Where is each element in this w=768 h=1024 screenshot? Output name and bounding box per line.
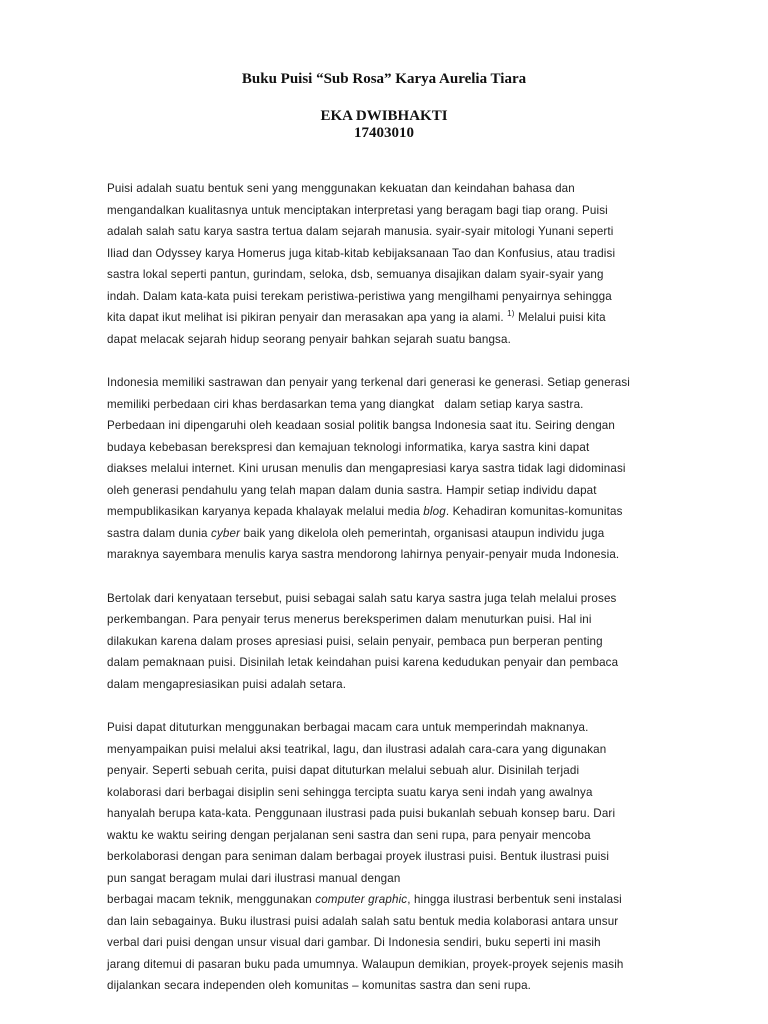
- text-segment: maraknya sayembara menulis karya sastra mendorong lahirnya penyair-penyair muda Indonesia.: [107, 548, 620, 561]
- text-segment: oleh generasi pendahulu yang telah mapan dalam dunia sastra. Hampir setiap individu dapat: [107, 483, 597, 497]
- text-segment: dan lain sebagainya. Buku ilustrasi puisi adalah salah satu bentuk media kolaborasi antara unsur: [107, 914, 619, 928]
- text-line: [107, 609, 667, 631]
- paragraph-gap: [107, 350, 667, 372]
- text-segment: Perbedaan ini dipengaruhi oleh keadaan sosial politik bangsa Indonesia saat itu. Seiring dengan: [107, 419, 615, 432]
- text-segment: . Kehadiran komunitas-komunitas: [445, 505, 623, 518]
- text-line: [107, 178, 667, 200]
- text-segment: budaya kebebasan berekspresi dan kemajuan teknologi informatika, karya sastra kini dapat: [107, 440, 590, 454]
- text-segment: hanyalah berupa kata-kata. Penggunaan ilustrasi pada puisi bukanlah sebuah konsep baru. Dari: [107, 807, 616, 820]
- text-segment: mengandalkan kualitasnya untuk menciptakan interpretasi yang beragam bagi tiap orang. Puisi: [107, 203, 608, 217]
- text-line: [107, 480, 667, 502]
- text-line: [107, 544, 667, 566]
- text-segment: indah. Dalam kata-kata puisi terekam peristiwa-peristiwa yang mengilhami penyairnya sehingga: [107, 289, 612, 303]
- text-line: [107, 760, 667, 782]
- text-line: [107, 243, 667, 265]
- text-line: [107, 911, 667, 933]
- footnote-ref: 1): [507, 309, 515, 318]
- paragraph: [107, 588, 667, 696]
- text-segment: Puisi adalah suatu bentuk seni yang menggunakan kekuatan dan keindahan bahasa dan: [107, 182, 575, 195]
- text-segment: dalam mengapresiasikan puisi adalah setara.: [107, 677, 347, 691]
- text-line: [107, 954, 667, 976]
- text-segment: kolaborasi dari berbagai disiplin seni sehingga tercipta suatu karya seni indah yang awalnya: [107, 785, 593, 799]
- author-name: EKA DWIBHAKTI: [320, 108, 448, 124]
- text-line: [107, 458, 667, 480]
- text-line: [107, 975, 667, 997]
- text-line: [107, 803, 667, 825]
- text-segment: verbal dari puisi dengan unsur visual dari gambar. Di Indonesia sendiri, buku seperti ini masih: [107, 936, 601, 949]
- student-id: 17403010: [354, 125, 414, 141]
- text-line: [107, 739, 667, 761]
- text-segment: Puisi dapat dituturkan menggunakan berbagai macam cara untuk memperindah maknanya.: [107, 721, 589, 734]
- text-line: [107, 221, 667, 243]
- paragraph: [107, 178, 667, 350]
- text-line: [107, 307, 667, 329]
- text-segment: waktu ke waktu seiring dengan perjalanan seni sastra dan seni rupa, para penyair mencoba: [107, 828, 591, 842]
- text-line: [107, 523, 667, 545]
- text-segment: berbagai macam teknik, menggunakan: [107, 893, 316, 906]
- text-segment: memiliki perbedaan ciri khas berdasarkan tema yang diangkat dalam setiap karya sastra.: [107, 397, 584, 411]
- text-line: [107, 868, 667, 890]
- paragraph: [107, 372, 667, 566]
- text-line: [107, 674, 667, 696]
- text-segment: , hingga ilustrasi berbentuk seni instalasi: [407, 893, 622, 906]
- text-line: [107, 200, 667, 222]
- text-line: [107, 717, 667, 739]
- text-segment: adalah salah satu karya sastra tertua dalam sejarah manusia. syair-syair mitologi Yunani seperti: [107, 225, 614, 238]
- text-segment: baik yang dikelola oleh pemerintah, organisasi ataupun individu juga: [240, 526, 605, 540]
- text-segment: mempublikasikan karyanya kepada khalayak melalui media: [107, 505, 424, 518]
- text-line: [107, 631, 667, 653]
- text-line: [107, 501, 667, 523]
- text-segment: sastra lokal seperti pantun, gurindam, seloka, dsb, semuanya disajikan dalam syair-syair yang: [107, 268, 604, 281]
- text-line: [107, 782, 667, 804]
- text-segment: menyampaikan puisi melalui aksi teatrikal, lagu, dan ilustrasi adalah cara-cara yang digunakan: [107, 742, 607, 756]
- text-line: [107, 846, 667, 868]
- text-line: [107, 825, 667, 847]
- text-segment: pun sangat beragam mulai dari ilustrasi manual dengan: [107, 871, 401, 885]
- text-segment: dapat melacak sejarah hidup seorang penyair bahkan sejarah suatu bangsa.: [107, 332, 511, 346]
- text-line: [107, 394, 667, 416]
- text-segment: Indonesia memiliki sastrawan dan penyair yang terkenal dari generasi ke generasi. Setiap generasi: [107, 376, 631, 389]
- paragraph-gap: [107, 695, 667, 717]
- text-segment: penyair. Seperti sebuah cerita, puisi dapat dituturkan melalui sebuah alur. Disinilah terjadi: [107, 764, 580, 777]
- text-segment: diakses melalui internet. Kini urusan menulis dan mengapresiasi karya sastra tidak lagi didominasi: [107, 462, 626, 475]
- italic-term: cyber: [211, 526, 241, 540]
- text-line: [107, 588, 667, 610]
- text-segment: Melalui puisi kita: [514, 311, 606, 324]
- text-line: [107, 372, 667, 394]
- italic-term: blog: [423, 505, 446, 518]
- text-segment: sastra dalam dunia: [107, 526, 212, 540]
- body-text: [107, 178, 667, 997]
- text-segment: dijalankan secara independen oleh komunitas – komunitas sastra dan seni rupa.: [107, 979, 532, 992]
- text-line: [107, 932, 667, 954]
- text-segment: Iliad dan Odyssey karya Homerus juga kitab-kitab kebijaksanaan Tao dan Konfusius, atau tradisi: [107, 246, 616, 260]
- text-line: [107, 652, 667, 674]
- text-segment: kita dapat ikut melihat isi pikiran penyair dan merasakan apa yang ia alami.: [107, 311, 508, 324]
- text-line: [107, 329, 667, 351]
- text-line: [107, 264, 667, 286]
- paragraph-gap: [107, 566, 667, 588]
- text-segment: berkolaborasi dengan para seniman dalam berbagai proyek ilustrasi puisi. Bentuk ilustrasi puisi: [107, 850, 610, 863]
- text-segment: jarang ditemui di pasaran buku pada umumnya. Walaupun demikian, proyek-proyek sejenis masih: [107, 957, 624, 971]
- text-segment: Bertolak dari kenyataan tersebut, puisi sebagai salah satu karya sastra juga telah melalui proses: [107, 591, 617, 605]
- text-line: [107, 286, 667, 308]
- text-segment: dalam pemaknaan puisi. Disinilah letak keindahan puisi karena kedudukan penyair dan pembaca: [107, 656, 619, 669]
- text-segment: dilakukan karena dalam proses apresiasi puisi, selain penyair, pembaca pun berperan penting: [107, 634, 603, 648]
- italic-term: computer graphic: [315, 893, 408, 906]
- text-segment: perkembangan. Para penyair terus menerus bereksperimen dalam menuturkan puisi. Hal ini: [107, 613, 592, 626]
- text-line: [107, 889, 667, 911]
- text-line: [107, 415, 667, 437]
- paragraph: [107, 717, 667, 997]
- text-line: [107, 437, 667, 459]
- document-title: Buku Puisi “Sub Rosa” Karya Aurelia Tiara: [241, 71, 527, 87]
